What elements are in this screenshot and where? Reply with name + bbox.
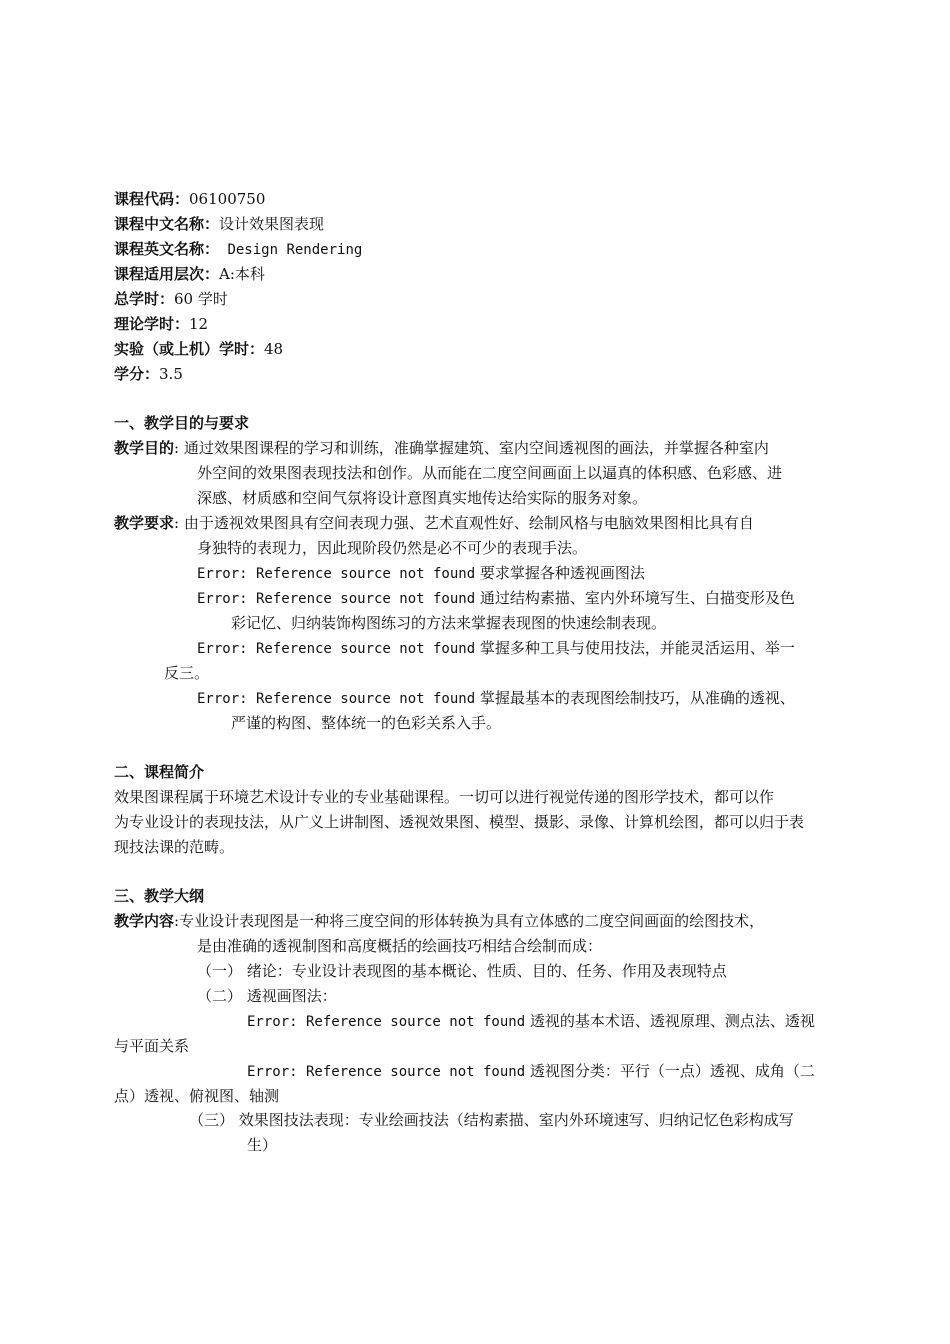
info-total-hours: 总学时：60 学时: [114, 290, 228, 308]
info-cn-name: 课程中文名称：设计效果图表现: [114, 215, 325, 233]
content-line-1: 教学内容:专业设计表现图是一种将三度空间的形体转换为具有立体感的二度空间画面的绘图技术，: [114, 912, 765, 930]
info-en-name: 课程英文名称： Design Rendering: [114, 240, 363, 258]
info-level: 课程适用层次：A:本科: [114, 265, 265, 283]
chapter-2-item-cont: 与平面关系: [114, 1037, 190, 1055]
info-credits: 学分：3.5: [114, 365, 183, 383]
intro-line-2: 为专业设计的表现技法，从广义上讲制图、透视效果图、模型、摄影、录像、计算机绘图，都可以归于表: [114, 813, 805, 831]
chapter-3-cont: 生）: [247, 1136, 278, 1154]
chapter-3: （三） 效果图技法表现：专业绘画技法（结构素描、室内外环境速写、归纳记忆色彩构成写: [189, 1111, 794, 1129]
chapter-1: （一） 绪论：专业设计表现图的基本概论、性质、目的、任务、作用及表现特点: [197, 962, 727, 980]
chapter-2-item: Error: Reference source not found 透视的基本术语、透视原理、测点法、透视: [247, 1012, 815, 1030]
purpose-line-2: 外空间的效果图表现技法和创作。从而能在二度空间画面上以逼真的体积感、色彩感、进: [197, 464, 783, 482]
section-2-heading: 二、课程简介: [114, 763, 205, 781]
requirement-item: Error: Reference source not found 要求掌握各种透视画图法: [197, 564, 645, 582]
intro-line-3: 现技法课的范畴。: [114, 838, 235, 856]
requirement-item: Error: Reference source not found 通过结构素描、室内外环境写生、白描变形及色: [197, 589, 795, 607]
intro-line-1: 效果图课程属于环境艺术设计专业的专业基础课程。一切可以进行视觉传递的图形学技术，都可以作: [114, 788, 775, 806]
info-theory-hours: 理论学时：12: [114, 315, 209, 333]
purpose-line-1: 教学目的: 通过效果图课程的学习和训练，准确掌握建筑、室内空间透视图的画法，并掌握各种室内: [114, 439, 769, 457]
info-lab-hours: 实验（或上机）学时：48: [114, 340, 284, 358]
requirement-line-2: 身独特的表现力，因此现阶段仍然是必不可少的表现手法。: [197, 539, 588, 557]
section-3-heading: 三、教学大纲: [114, 887, 205, 905]
requirement-item-cont: 彩记忆、归纳装饰构图练习的方法来掌握表现图的快速绘制表现。: [231, 614, 667, 632]
requirement-item-cont: 反三。: [164, 664, 210, 682]
section-1-heading: 一、教学目的与要求: [114, 414, 250, 432]
requirement-item-cont: 严谨的构图、整体统一的色彩关系入手。: [231, 714, 502, 732]
requirement-item: Error: Reference source not found 掌握多种工具与使用技法，并能灵活运用、举一: [197, 639, 795, 657]
chapter-2-item: Error: Reference source not found 透视图分类：平行（一点）透视、成角（二: [247, 1062, 815, 1080]
chapter-2-item-cont: 点）透视、俯视图、轴测: [114, 1087, 280, 1105]
requirement-item: Error: Reference source not found 掌握最基本的表现图绘制技巧，从准确的透视、: [197, 689, 795, 707]
requirement-line-1: 教学要求: 由于透视效果图具有空间表现力强、艺术直观性好、绘制风格与电脑效果图相比具有自: [114, 514, 754, 532]
purpose-line-3: 深感、材质感和空间气氛将设计意图真实地传达给实际的服务对象。: [197, 489, 648, 507]
chapter-2: （二） 透视画图法：: [197, 987, 337, 1005]
content-line-2: 是由准确的透视制图和高度概括的绘画技巧相结合绘制而成：: [197, 937, 603, 955]
info-course-code: 课程代码：06100750: [114, 190, 266, 208]
